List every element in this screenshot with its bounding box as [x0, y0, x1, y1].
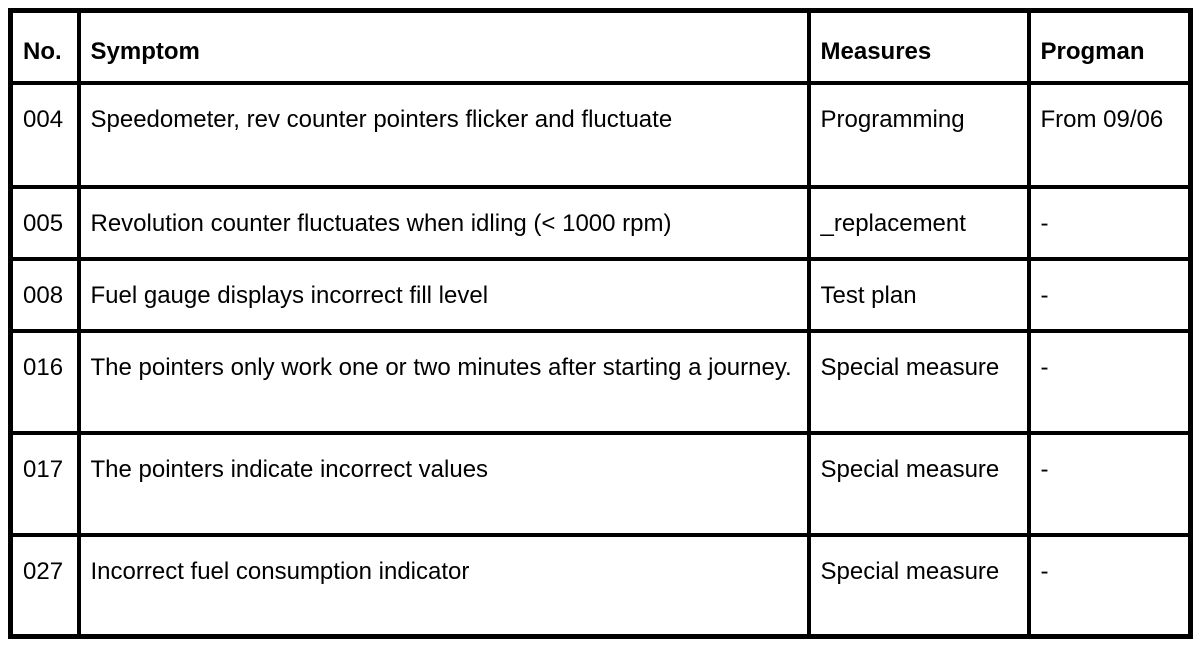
cell-progman: -: [1029, 535, 1191, 637]
cell-no: 017: [11, 433, 79, 535]
cell-progman: -: [1029, 433, 1191, 535]
table-row: [11, 83, 1191, 187]
table-row: [11, 331, 1191, 433]
cell-symptom: Revolution counter fluctuates when idling (< 1000 rpm): [79, 187, 809, 259]
cell-no: 027: [11, 535, 79, 637]
cell-measures: _replacement: [809, 187, 1029, 259]
symptom-table-container: [8, 8, 1193, 639]
cell-measures: Test plan: [809, 259, 1029, 331]
table-row: [11, 535, 1191, 637]
cell-no: 004: [11, 83, 79, 187]
cell-progman: From 09/06: [1029, 83, 1191, 187]
cell-measures: Programming: [809, 83, 1029, 187]
symptom-table: [8, 8, 1193, 639]
cell-symptom: Fuel gauge displays incorrect fill level: [79, 259, 809, 331]
header-measures: Measures: [809, 11, 1029, 83]
cell-symptom: The pointers only work one or two minutes after starting a journey.: [79, 331, 809, 433]
table-row: [11, 433, 1191, 535]
cell-measures: Special measure: [809, 535, 1029, 637]
cell-no: 005: [11, 187, 79, 259]
cell-measures: Special measure: [809, 331, 1029, 433]
header-symptom: Symptom: [79, 11, 809, 83]
cell-progman: -: [1029, 187, 1191, 259]
cell-progman: -: [1029, 259, 1191, 331]
table-header-row: [11, 11, 1191, 83]
cell-no: 016: [11, 331, 79, 433]
cell-symptom: Incorrect fuel consumption indicator: [79, 535, 809, 637]
table-row: [11, 187, 1191, 259]
cell-symptom: Speedometer, rev counter pointers flicker and fluctuate: [79, 83, 809, 187]
cell-symptom: The pointers indicate incorrect values: [79, 433, 809, 535]
table-row: [11, 259, 1191, 331]
cell-no: 008: [11, 259, 79, 331]
header-no: No.: [11, 11, 79, 83]
cell-measures: Special measure: [809, 433, 1029, 535]
header-progman: Progman: [1029, 11, 1191, 83]
cell-progman: -: [1029, 331, 1191, 433]
